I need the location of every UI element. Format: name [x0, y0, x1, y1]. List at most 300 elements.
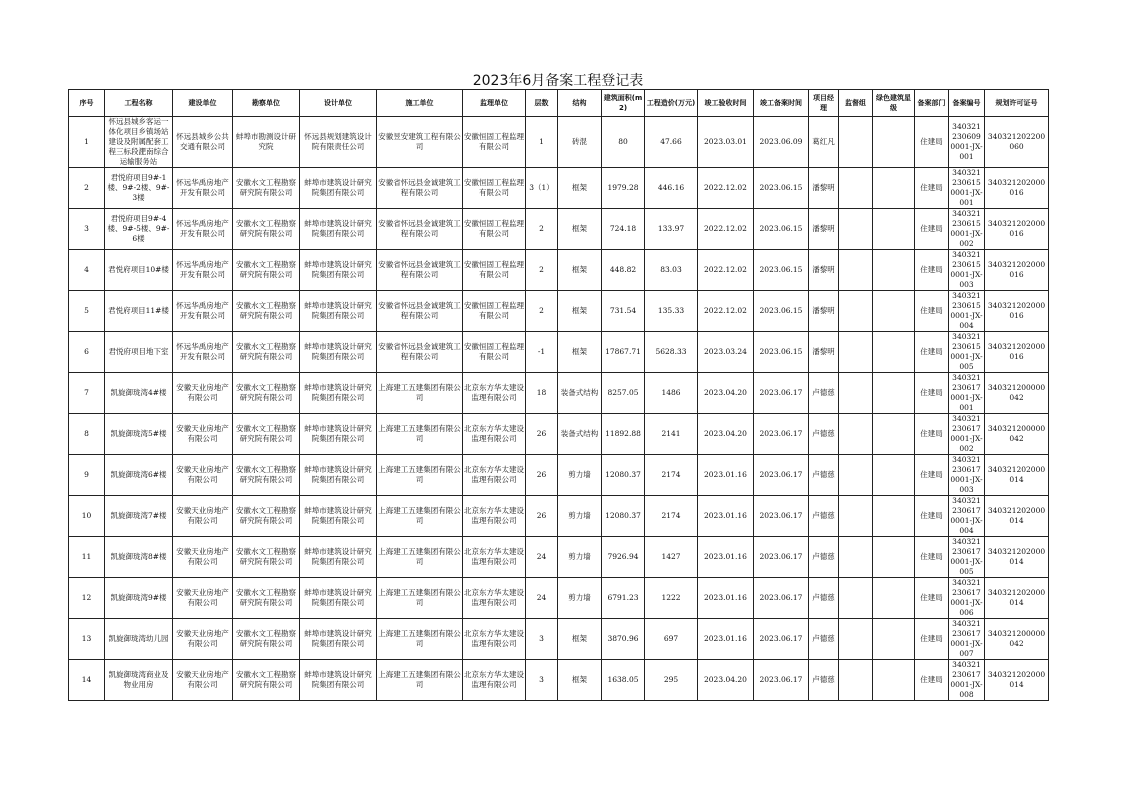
- table-cell: 上海建工五建集团有限公司: [377, 455, 463, 496]
- column-header: 施工单位: [377, 90, 463, 117]
- table-cell: 蚌埠市建筑设计研究院集团有限公司: [300, 660, 377, 701]
- table-cell: 2023.01.16: [698, 619, 754, 660]
- table-cell: 3403212306170001-JX-008: [950, 660, 983, 699]
- table-cell: 47.66: [645, 117, 698, 168]
- table-cell: 2023.06.15: [754, 332, 809, 373]
- table-cell: [839, 291, 873, 332]
- table-cell: 安徽天业房地产有限公司: [173, 414, 233, 455]
- table-cell: 4: [69, 250, 105, 291]
- table-cell: 怀远县规划建筑设计院有限责任公司: [300, 117, 377, 168]
- table-cell: 蚌埠市建筑设计研究院集团有限公司: [300, 578, 377, 619]
- table-row: [69, 660, 1049, 701]
- table-cell: [873, 117, 915, 168]
- table-cell: 住建局: [915, 373, 949, 414]
- table-cell: 安徽天业房地产有限公司: [173, 496, 233, 537]
- column-header: 监督组: [839, 90, 873, 117]
- table-cell: 卢德慈: [809, 414, 839, 455]
- table-cell: 1427: [645, 537, 698, 578]
- table-cell: 340321202000014: [985, 660, 1049, 701]
- column-header: 层数: [526, 90, 558, 117]
- table-cell: 蚌埠市建筑设计研究院集团有限公司: [300, 537, 377, 578]
- table-cell: -1: [526, 332, 558, 373]
- table-row: [69, 332, 1049, 373]
- table-cell: 北京东方华太建设监理有限公司: [463, 660, 526, 701]
- table-cell: 340321200000042: [985, 619, 1049, 660]
- column-header: 备案编号: [949, 90, 985, 117]
- table-cell: 2023.06.15: [754, 291, 809, 332]
- table-row: [69, 373, 1049, 414]
- table-cell: [873, 209, 915, 250]
- table-cell: [873, 168, 915, 209]
- table-cell: 2: [526, 250, 558, 291]
- table-cell: 2022.12.02: [698, 250, 754, 291]
- table-cell: 北京东方华太建设监理有限公司: [463, 455, 526, 496]
- table-cell: 3403212306170001-JX-004: [950, 496, 983, 535]
- table-cell: 安徽省怀远县金诚建筑工程有限公司: [377, 209, 463, 250]
- table-cell: 安徽天业房地产有限公司: [173, 537, 233, 578]
- table-cell: 1486: [645, 373, 698, 414]
- table-cell: [873, 250, 915, 291]
- table-cell: 2023.06.17: [754, 414, 809, 455]
- table-cell: 2023.06.15: [754, 250, 809, 291]
- table-cell: 安徽昱安建筑工程有限公司: [377, 117, 463, 168]
- table-cell: [839, 619, 873, 660]
- table-cell: 上海建工五建集团有限公司: [377, 373, 463, 414]
- table-cell: 剪力墙: [558, 496, 602, 537]
- table-cell: 怀远华禹房地产开发有限公司: [173, 209, 233, 250]
- table-cell: 11: [69, 537, 105, 578]
- table-cell: 2023.06.17: [754, 455, 809, 496]
- table-cell: 蚌埠市建筑设计研究院集团有限公司: [300, 455, 377, 496]
- table-cell: 蚌埠市勘测设计研究院: [233, 117, 300, 168]
- table-title: 2023年6月备案工程登记表: [472, 73, 644, 89]
- table-cell: 安徽天业房地产有限公司: [173, 619, 233, 660]
- table-cell: [839, 496, 873, 537]
- table-cell: 凯旋御珑湾幼儿园: [105, 619, 173, 660]
- table-cell: 2023.06.17: [754, 537, 809, 578]
- table-cell: 框架: [558, 209, 602, 250]
- table-cell: 蚌埠市建筑设计研究院集团有限公司: [300, 168, 377, 209]
- table-cell: 蚌埠市建筑设计研究院集团有限公司: [300, 332, 377, 373]
- column-header: 建筑面积(m2): [602, 90, 645, 117]
- table-cell: 安徽省怀远县金诚建筑工程有限公司: [377, 332, 463, 373]
- table-cell: 448.82: [602, 250, 645, 291]
- table-cell: 安徽水文工程勘察研究院有限公司: [233, 537, 300, 578]
- table-cell: 潘黎明: [809, 209, 839, 250]
- table-cell: 3403212306090001-JX-001: [949, 117, 985, 168]
- table-cell: 怀远县城乡客运一体化项目乡镇场站建设及附属配套工程三标段淝南综合运输服务站: [105, 117, 173, 168]
- table-cell: 340321202000016: [985, 168, 1049, 209]
- table-cell: 凯旋御珑湾4#楼: [105, 373, 173, 414]
- table-cell: 蚌埠市建筑设计研究院集团有限公司: [300, 291, 377, 332]
- table-cell: 2174: [645, 455, 698, 496]
- column-header: 竣工验收时间: [698, 90, 754, 117]
- table-cell: 1979.28: [602, 168, 645, 209]
- table-cell: 上海建工五建集团有限公司: [377, 414, 463, 455]
- table-cell: 北京东方华太建设监理有限公司: [463, 537, 526, 578]
- table-cell: 剪力墙: [558, 578, 602, 619]
- table-cell: 君悦府项目地下室: [105, 332, 173, 373]
- table-cell: 安徽恒固工程监理有限公司: [463, 250, 526, 291]
- table-cell: 怀远华禹房地产开发有限公司: [173, 291, 233, 332]
- table-cell: 君悦府项目9#-4楼、9#-5楼、9#-6楼: [105, 209, 173, 250]
- table-cell: 装备式结构: [558, 414, 602, 455]
- table-cell: 安徽水文工程勘察研究院有限公司: [233, 373, 300, 414]
- table-cell: 君悦府项目10#楼: [105, 250, 173, 291]
- table-cell: 安徽水文工程勘察研究院有限公司: [233, 414, 300, 455]
- table-cell: 卢德慈: [809, 455, 839, 496]
- table-cell: 卢德慈: [809, 496, 839, 537]
- table-cell: 蚌埠市建筑设计研究院集团有限公司: [300, 496, 377, 537]
- table-row: [69, 578, 1049, 619]
- table-cell: 340321202000014: [985, 496, 1049, 537]
- table-cell: 安徽水文工程勘察研究院有限公司: [233, 250, 300, 291]
- table-cell: 340321202000014: [985, 578, 1049, 619]
- table-cell: [873, 332, 915, 373]
- table-row: [69, 209, 1049, 250]
- table-cell: 安徽恒固工程监理有限公司: [463, 291, 526, 332]
- table-cell: 蚌埠市建筑设计研究院集团有限公司: [300, 619, 377, 660]
- table-cell: 295: [645, 660, 698, 701]
- table-cell: 框架: [558, 168, 602, 209]
- table-cell: 凯旋御珑湾商业及物业用房: [105, 660, 173, 701]
- table-cell: 2022.12.02: [698, 209, 754, 250]
- table-cell: 2: [526, 291, 558, 332]
- table-cell: 2023.06.17: [754, 373, 809, 414]
- table-cell: [873, 578, 915, 619]
- table-cell: 住建局: [915, 250, 949, 291]
- table-cell: 724.18: [602, 209, 645, 250]
- table-cell: 14: [69, 660, 105, 701]
- table-cell: 安徽水文工程勘察研究院有限公司: [233, 291, 300, 332]
- table-cell: 安徽水文工程勘察研究院有限公司: [233, 660, 300, 701]
- table-cell: 340321200000042: [985, 414, 1049, 455]
- table-cell: 安徽水文工程勘察研究院有限公司: [233, 455, 300, 496]
- table-cell: 2023.01.16: [698, 578, 754, 619]
- table-cell: 12080.37: [602, 455, 645, 496]
- table-cell: 住建局: [915, 455, 949, 496]
- table-cell: [839, 373, 873, 414]
- table-cell: [873, 414, 915, 455]
- table-row: [69, 117, 1049, 168]
- table-cell: 340321202000014: [985, 537, 1049, 578]
- table-cell: 3: [69, 209, 105, 250]
- table-cell: 住建局: [915, 660, 949, 701]
- table-cell: 2023.04.20: [698, 660, 754, 701]
- table-cell: 2023.04.20: [698, 373, 754, 414]
- table-cell: 80: [602, 117, 645, 168]
- table-cell: 340321202000014: [985, 455, 1049, 496]
- table-cell: 安徽恒固工程监理有限公司: [463, 332, 526, 373]
- table-cell: 安徽省怀远县金诚建筑工程有限公司: [377, 291, 463, 332]
- table-cell: 340321202200060: [985, 117, 1049, 168]
- table-cell: 住建局: [915, 414, 949, 455]
- table-cell: 安徽天业房地产有限公司: [173, 660, 233, 701]
- table-cell: 砖混: [558, 117, 602, 168]
- column-header: 序号: [69, 90, 105, 117]
- table-cell: 潘黎明: [809, 291, 839, 332]
- table-cell: 340321202000016: [985, 332, 1049, 373]
- table-cell: 北京东方华太建设监理有限公司: [463, 373, 526, 414]
- table-cell: 13: [69, 619, 105, 660]
- table-cell: 安徽恒固工程监理有限公司: [463, 117, 526, 168]
- table-cell: 君悦府项目11#楼: [105, 291, 173, 332]
- table-cell: 上海建工五建集团有限公司: [377, 496, 463, 537]
- table-cell: 340321200000042: [985, 373, 1049, 414]
- table-cell: 住建局: [915, 496, 949, 537]
- table-cell: 2023.03.24: [698, 332, 754, 373]
- table-cell: 剪力墙: [558, 455, 602, 496]
- table-cell: 5628.33: [645, 332, 698, 373]
- table-cell: [873, 660, 915, 701]
- table-cell: 框架: [558, 332, 602, 373]
- table-cell: 住建局: [915, 209, 949, 250]
- table-cell: [873, 373, 915, 414]
- table-cell: 怀远华禹房地产开发有限公司: [173, 168, 233, 209]
- table-cell: [839, 168, 873, 209]
- table-cell: 24: [526, 537, 558, 578]
- table-cell: 26: [526, 455, 558, 496]
- table-cell: 3403212306150001-JX-001: [950, 168, 983, 207]
- table-body: [69, 117, 1049, 701]
- table-cell: [839, 455, 873, 496]
- table-cell: 上海建工五建集团有限公司: [377, 619, 463, 660]
- column-header: 备案部门: [915, 90, 949, 117]
- table-cell: 安徽水文工程勘察研究院有限公司: [233, 578, 300, 619]
- table-cell: 2141: [645, 414, 698, 455]
- table-cell: 2023.06.15: [754, 209, 809, 250]
- table-cell: 安徽省怀远县金诚建筑工程有限公司: [377, 250, 463, 291]
- table-cell: 安徽省怀远县金诚建筑工程有限公司: [377, 168, 463, 209]
- table-cell: [839, 537, 873, 578]
- table-cell: [839, 414, 873, 455]
- table-cell: 340321202000016: [985, 291, 1049, 332]
- table-cell: 7926.94: [602, 537, 645, 578]
- table-cell: 北京东方华太建设监理有限公司: [463, 496, 526, 537]
- table-row: [69, 291, 1049, 332]
- table-cell: 安徽水文工程勘察研究院有限公司: [233, 496, 300, 537]
- table-cell: [839, 578, 873, 619]
- table-row: [69, 455, 1049, 496]
- table-header-row: [69, 90, 1049, 117]
- table-cell: 安徽恒固工程监理有限公司: [463, 209, 526, 250]
- column-header: 竣工备案时间: [754, 90, 809, 117]
- table-cell: 24: [526, 578, 558, 619]
- table-cell: 上海建工五建集团有限公司: [377, 537, 463, 578]
- table-cell: 卢德慈: [809, 660, 839, 701]
- table-cell: 6: [69, 332, 105, 373]
- table-cell: 2023.06.17: [754, 660, 809, 701]
- table-cell: [873, 291, 915, 332]
- table-cell: 卢德慈: [809, 578, 839, 619]
- table-cell: 2023.06.15: [754, 168, 809, 209]
- table-cell: 1: [526, 117, 558, 168]
- table-cell: 3403212306170001-JX-005: [950, 537, 983, 576]
- table-cell: 安徽水文工程勘察研究院有限公司: [233, 209, 300, 250]
- column-header: 监理单位: [463, 90, 526, 117]
- table-cell: 697: [645, 619, 698, 660]
- table-cell: 2023.03.01: [698, 117, 754, 168]
- table-cell: 框架: [558, 291, 602, 332]
- table-cell: 3403212306170001-JX-002: [950, 414, 983, 453]
- table-cell: 3403212306170001-JX-007: [950, 619, 983, 658]
- table-cell: 凯旋御珑湾7#楼: [105, 496, 173, 537]
- table-cell: 安徽天业房地产有限公司: [173, 373, 233, 414]
- table-cell: 安徽水文工程勘察研究院有限公司: [233, 168, 300, 209]
- table-cell: 卢德慈: [809, 619, 839, 660]
- table-cell: 3403212306170001-JX-001: [950, 373, 983, 412]
- table-row: [69, 168, 1049, 209]
- table-cell: 1638.05: [602, 660, 645, 701]
- table-cell: 2: [69, 168, 105, 209]
- table-cell: 蚌埠市建筑设计研究院集团有限公司: [300, 209, 377, 250]
- table-cell: 7: [69, 373, 105, 414]
- table-cell: 葛红凡: [809, 117, 839, 168]
- table-row: [69, 537, 1049, 578]
- table-cell: 3403212306150001-JX-003: [950, 250, 983, 289]
- table-cell: 3870.96: [602, 619, 645, 660]
- table-cell: 潘黎明: [809, 250, 839, 291]
- table-cell: 住建局: [915, 117, 949, 168]
- table-cell: 17867.71: [602, 332, 645, 373]
- table-cell: [839, 660, 873, 701]
- table-cell: 上海建工五建集团有限公司: [377, 578, 463, 619]
- table-cell: 框架: [558, 660, 602, 701]
- table-cell: 11892.88: [602, 414, 645, 455]
- table-cell: 83.03: [645, 250, 698, 291]
- table-cell: 怀远华禹房地产开发有限公司: [173, 250, 233, 291]
- table-cell: 住建局: [915, 578, 949, 619]
- table-cell: 住建局: [915, 537, 949, 578]
- table-cell: [873, 537, 915, 578]
- table-cell: 446.16: [645, 168, 698, 209]
- table-cell: 蚌埠市建筑设计研究院集团有限公司: [300, 373, 377, 414]
- table-cell: 340321202000016: [985, 209, 1049, 250]
- table-cell: 北京东方华太建设监理有限公司: [463, 578, 526, 619]
- column-header: 规划许可证号: [985, 90, 1049, 117]
- table-cell: 装备式结构: [558, 373, 602, 414]
- table-cell: 3: [526, 619, 558, 660]
- table-cell: 18: [526, 373, 558, 414]
- table-cell: 住建局: [915, 291, 949, 332]
- table-cell: 3403212306150001-JX-004: [950, 291, 983, 330]
- table-cell: 12: [69, 578, 105, 619]
- table-cell: 1: [69, 117, 105, 168]
- table-cell: 2023.06.17: [754, 496, 809, 537]
- table-cell: 2022.12.02: [698, 291, 754, 332]
- table-cell: 2023.01.16: [698, 496, 754, 537]
- table-cell: 安徽天业房地产有限公司: [173, 455, 233, 496]
- table-cell: 卢德慈: [809, 537, 839, 578]
- table-cell: 2023.04.20: [698, 414, 754, 455]
- table-cell: 135.33: [645, 291, 698, 332]
- table-cell: [839, 117, 873, 168]
- table-cell: 3403212306150001-JX-005: [950, 332, 983, 371]
- table-cell: 10: [69, 496, 105, 537]
- table-cell: 安徽水文工程勘察研究院有限公司: [233, 619, 300, 660]
- table-cell: 2022.12.02: [698, 168, 754, 209]
- table-cell: 怀远县城乡公共交通有限公司: [173, 117, 233, 168]
- table-cell: 9: [69, 455, 105, 496]
- table-cell: 3403212306170001-JX-003: [950, 455, 983, 494]
- table-cell: 2023.06.17: [754, 619, 809, 660]
- table-cell: 26: [526, 496, 558, 537]
- column-header: 建设单位: [173, 90, 233, 117]
- column-header: 设计单位: [300, 90, 377, 117]
- table-cell: 3403212306150001-JX-002: [950, 209, 983, 248]
- table-cell: 卢德慈: [809, 373, 839, 414]
- table-cell: [839, 332, 873, 373]
- table-cell: 剪力墙: [558, 537, 602, 578]
- table-cell: 6791.23: [602, 578, 645, 619]
- table-cell: 2174: [645, 496, 698, 537]
- table-cell: 框架: [558, 250, 602, 291]
- table-cell: 731.54: [602, 291, 645, 332]
- table-cell: 框架: [558, 619, 602, 660]
- table-cell: 北京东方华太建设监理有限公司: [463, 619, 526, 660]
- table-cell: 2023.01.16: [698, 537, 754, 578]
- table-row: [69, 414, 1049, 455]
- table-cell: 3403212306170001-JX-006: [950, 578, 983, 617]
- table-cell: 住建局: [915, 619, 949, 660]
- table-cell: 凯旋御珑湾6#楼: [105, 455, 173, 496]
- column-header: 工程名称: [105, 90, 173, 117]
- column-header: 工程造价(万元): [645, 90, 698, 117]
- column-header: 绿色建筑星级: [873, 90, 915, 117]
- table-cell: [873, 619, 915, 660]
- table-cell: 潘黎明: [809, 168, 839, 209]
- table-cell: 340321202000016: [985, 250, 1049, 291]
- table-cell: [873, 496, 915, 537]
- table-row: [69, 496, 1049, 537]
- table-cell: 8: [69, 414, 105, 455]
- table-cell: 凯旋御珑湾9#楼: [105, 578, 173, 619]
- registration-table: [68, 89, 1049, 701]
- table-row: [69, 250, 1049, 291]
- table-cell: 住建局: [915, 168, 949, 209]
- table-cell: 潘黎明: [809, 332, 839, 373]
- table-cell: 安徽水文工程勘察研究院有限公司: [233, 332, 300, 373]
- table-cell: 133.97: [645, 209, 698, 250]
- column-header: 结构: [558, 90, 602, 117]
- table-cell: 安徽恒固工程监理有限公司: [463, 168, 526, 209]
- table-cell: 8257.05: [602, 373, 645, 414]
- table-row: [69, 619, 1049, 660]
- table-cell: 安徽天业房地产有限公司: [173, 578, 233, 619]
- table-cell: 上海建工五建集团有限公司: [377, 660, 463, 701]
- table-cell: 凯旋御珑湾5#楼: [105, 414, 173, 455]
- table-cell: [839, 250, 873, 291]
- table-cell: 怀远华禹房地产开发有限公司: [173, 332, 233, 373]
- table-cell: 住建局: [915, 332, 949, 373]
- table-cell: 26: [526, 414, 558, 455]
- table-cell: 3（1）: [526, 168, 558, 209]
- table-cell: 12080.37: [602, 496, 645, 537]
- column-header: 项目经理: [809, 90, 839, 117]
- table-cell: 3: [526, 660, 558, 701]
- table-cell: [873, 455, 915, 496]
- table-cell: 北京东方华太建设监理有限公司: [463, 414, 526, 455]
- table-cell: 1222: [645, 578, 698, 619]
- table-cell: 2023.06.17: [754, 578, 809, 619]
- table-cell: 蚌埠市建筑设计研究院集团有限公司: [300, 414, 377, 455]
- table-cell: 2023.01.16: [698, 455, 754, 496]
- column-header: 勘察单位: [233, 90, 300, 117]
- table-cell: 2023.06.09: [754, 117, 809, 168]
- table-cell: 2: [526, 209, 558, 250]
- table-cell: 君悦府项目9#-1楼、9#-2楼、9#-3楼: [105, 168, 173, 209]
- table-cell: 5: [69, 291, 105, 332]
